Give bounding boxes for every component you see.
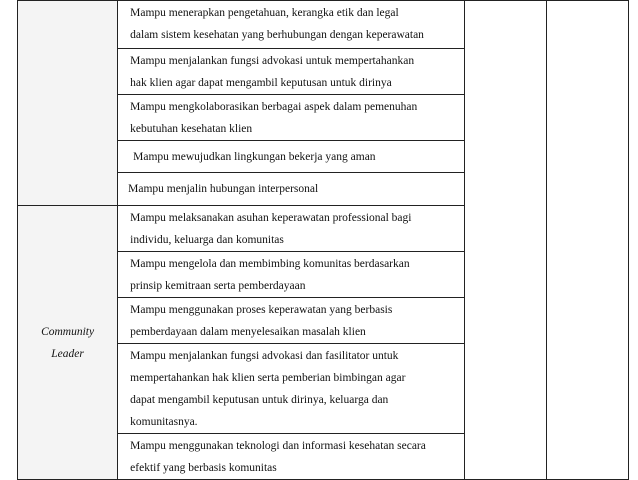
competency-description: Mampu mewujudkan lingkungan bekerja yang aman [118,141,465,173]
competency-description: Mampu mengkolaborasikan berbagai aspek dalam pemenuhan kebutuhan kesehatan klien [118,95,465,141]
role-cell-community-leader [18,206,118,480]
role-cell-empty [18,1,118,206]
competency-description: Mampu menjalin hubungan interpersonal [118,173,465,206]
empty-column-b [546,1,628,480]
competency-table [17,0,629,480]
role-label-line: Leader [51,347,84,360]
competency-description: Mampu menggunakan proses keperawatan yang berbasis pemberdayaan dalam menyelesaikan masalah klien [118,298,465,344]
role-label-line: Community [41,325,95,338]
competency-description: Mampu menerapkan pengetahuan, kerangka etik dan legal dalam sistem kesehatan yang berhubungan dengan keperawatan [118,1,465,49]
competency-description: Mampu melaksanakan asuhan keperawatan professional bagi individu, keluarga dan komunitas [118,206,465,252]
table-row [18,1,629,49]
competency-description: Mampu menjalankan fungsi advokasi dan fasilitator untuk mempertahankan hak klien serta pemberian bimbingan agar dapat mengambil keputusan untuk dirinya, keluarga dan komunitasnya. [118,344,465,434]
competency-description: Mampu menjalankan fungsi advokasi untuk mempertahankan hak klien agar dapat mengambil keputusan untuk dirinya [118,49,465,95]
competency-description: Mampu mengelola dan membimbing komunitas berdasarkan prinsip kemitraan serta pemberdayaan [118,252,465,298]
empty-column-a [464,1,546,480]
competency-description: Mampu menggunakan teknologi dan informasi kesehatan secara efektif yang berbasis komunitas [118,434,465,480]
